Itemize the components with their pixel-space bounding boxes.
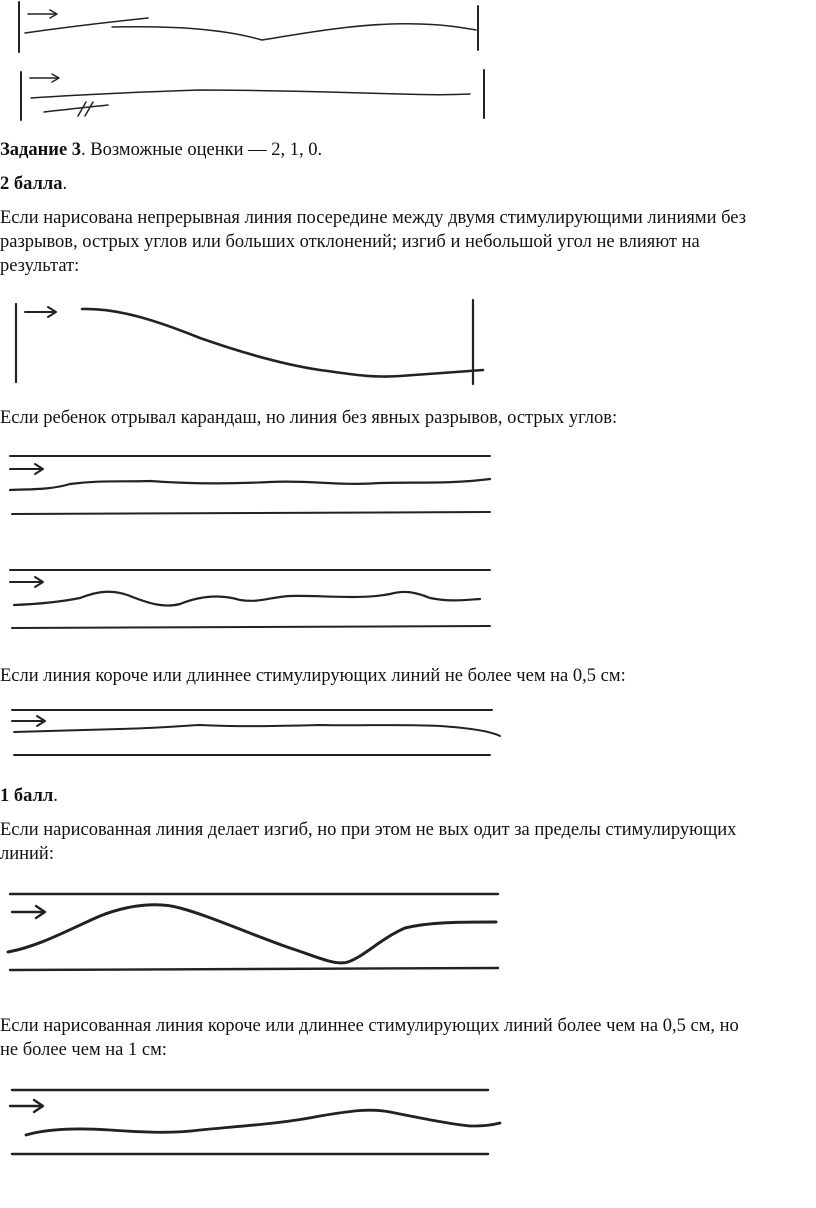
task-heading (0, 138, 816, 162)
arrow-right-icon (30, 74, 59, 82)
score-1-paragraph-1-line-2: линий: (0, 844, 54, 864)
figure-slight-wave-example (0, 1080, 510, 1164)
arrow-right-icon (10, 464, 43, 474)
score-1-label-bold: 1 балл (0, 786, 54, 806)
score-2-paragraph-1-line-3: результат: (0, 256, 80, 276)
score-1-paragraph-1-line-1: Если нарисованная линия делает изгиб, но при этом не вых одит за пределы стимулирующих (0, 820, 737, 840)
arrow-right-icon (10, 1100, 43, 1112)
arrow-right-icon (25, 307, 56, 317)
score-2-label-dot: . (62, 174, 68, 194)
task-heading-rest: . Возможные оценки — 2, 1, 0. (81, 140, 323, 160)
score-1-label-dot: . (53, 786, 58, 806)
score-2-paragraph-2: Если ребенок отрывал карандаш, но линия без явных разрывов, острых углов: (0, 408, 618, 428)
figure-second-vertical-example (0, 64, 500, 126)
score-2-paragraph-1-line-2: разрывов, острых углов или больших отклонений; изгиб и небольшой угол не влияют на (0, 232, 700, 252)
arrow-right-icon (28, 10, 57, 18)
score-1-label (0, 784, 816, 808)
figure-wave-example (0, 884, 510, 978)
score-1-paragraph-2-line-1: Если нарисованная линия короче или длиннее стимулирующих линий более чем на 0,5 см, но (0, 1016, 739, 1036)
figure-horizontal-example-2 (0, 560, 500, 636)
figure-horizontal-example-3 (0, 700, 510, 764)
score-2-label (0, 172, 816, 196)
score-1-paragraph-2-line-2: не более чем на 1 см: (0, 1040, 167, 1060)
score-2-paragraph-1-line-1: Если нарисована непрерывная линия посередине между двумя стимулирующими линиями без (0, 208, 747, 228)
score-2-paragraph-3: Если линия короче или длиннее стимулирующих линий не более чем на 0,5 см: (0, 666, 626, 686)
arrow-right-icon (12, 716, 45, 726)
figure-curved-vertical-example (0, 292, 500, 392)
score-2-label-bold: 2 балла (0, 174, 63, 194)
figure-horizontal-example-1 (0, 444, 500, 524)
arrow-right-icon (12, 906, 45, 918)
figure-top-vertical-example (0, 0, 500, 60)
arrow-right-icon (10, 577, 43, 587)
task-heading-bold: Задание 3 (0, 140, 82, 160)
